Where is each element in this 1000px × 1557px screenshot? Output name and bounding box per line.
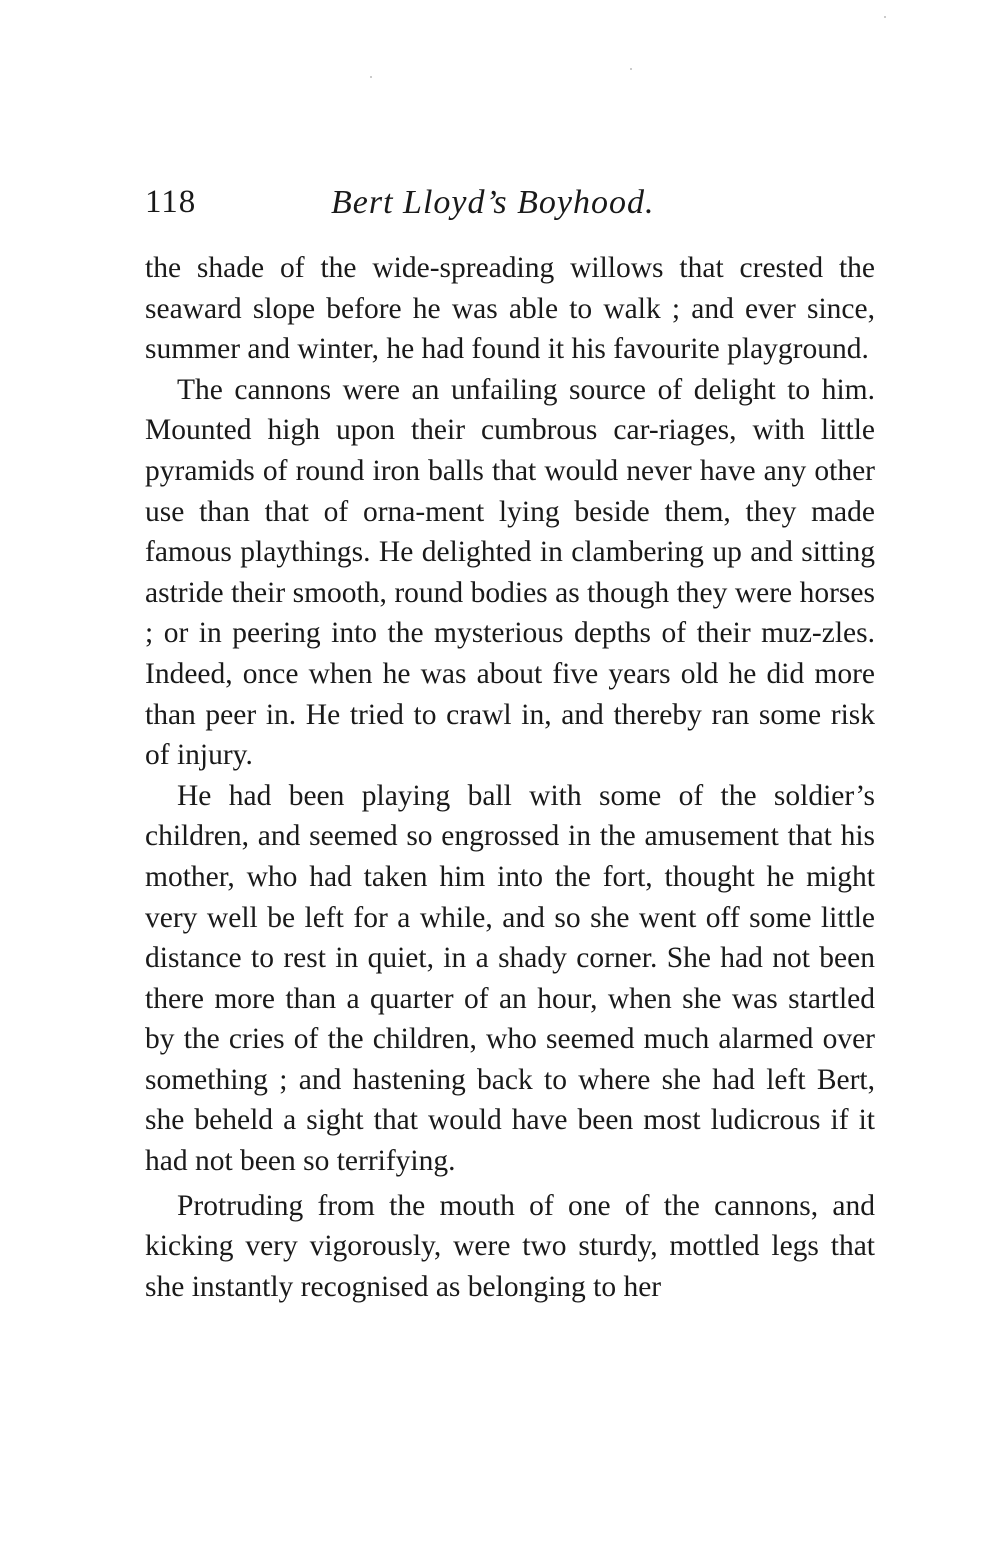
paper-speck [884,16,886,18]
body-text [145,248,875,1307]
paragraph: The cannons were an unfailing source of delight to him. Mounted high upon their cumbrous car-riages, with little pyramids of round iron balls that would never have any other use than that of orna-ment lying beside them, they made famous playthings. He delighted in clambering up and sitting astride their smooth, round bodies as though they were horses ; or in peering into the mysterious depths of their muz-zles. Indeed, once when he was about five years old he did more than peer in. He tried to crawl in, and thereby ran some risk of injury. [145,373,875,772]
paragraph: Protruding from the mouth of one of the cannons, and kicking very vigorously, were two sturdy, mottled legs that she instantly recognised as belonging to her [145,1189,875,1303]
page-header [145,184,880,234]
paragraph: He had been playing ball with some of the soldier’s children, and seemed so engrossed in the amusement that his mother, who had taken him into the fort, thought he might very well be left for a while, and so she went off some little distance to rest in quiet, in a shady corner. She had not been there more than a quarter of an hour, when she was startled by the cries of the children, who seemed much alarmed over something ; and hastening back to where she had left Bert, she beheld a sight that would have been most ludicrous if it had not been so terrifying. [145,779,875,1178]
paper-speck [370,76,372,78]
running-title: Bert Lloyd’s Boyhood. [331,184,655,221]
paragraph-continuation: the shade of the wide-spreading willows that crested the seaward slope before he was able to walk ; and ever since, summer and winter, he had found it his favourite playground. [145,252,875,366]
page-number: 118 [145,184,197,220]
paper-speck [630,68,632,70]
